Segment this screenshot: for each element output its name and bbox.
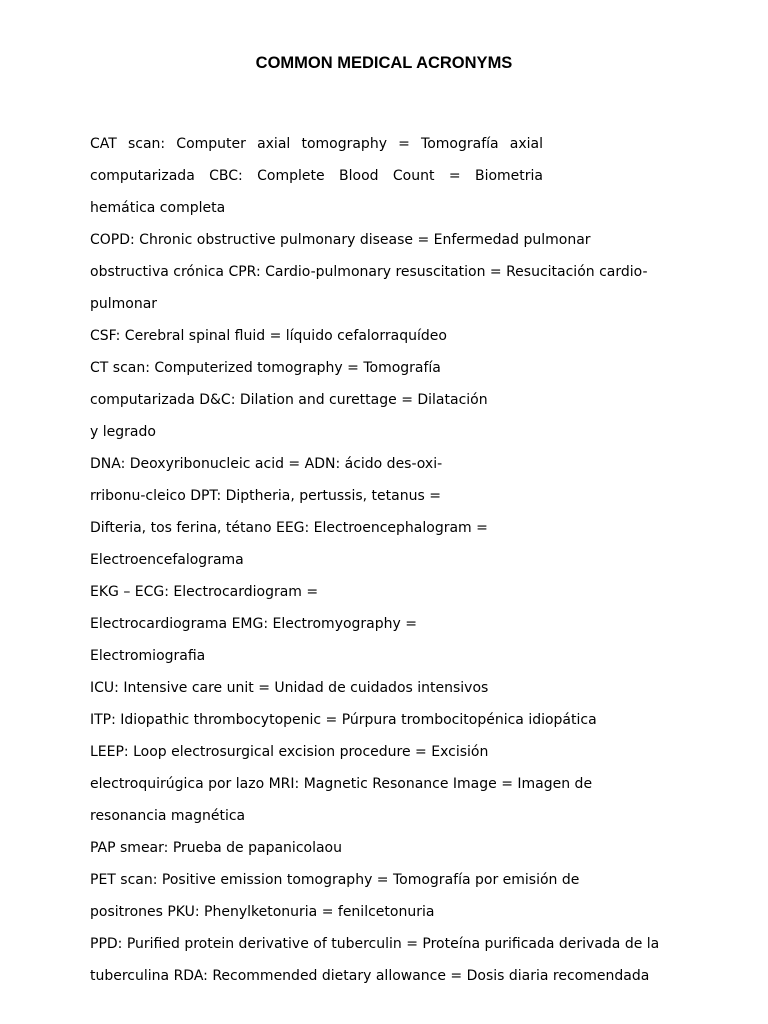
acronym-list (90, 128, 690, 992)
text-line: COPD: Chronic obstructive pulmonary disease = Enfermedad pulmonar (90, 232, 591, 248)
text-line: DNA: Deoxyribonucleic acid = ADN: ácido des-oxi- (90, 456, 443, 472)
text-line: positrones PKU: Phenylketonuria = fenilcetonuria (90, 904, 435, 920)
text-line: CSF: Cerebral spinal fluid = líquido cefalorraquídeo (90, 328, 447, 344)
text-line: EKG – ECG: Electrocardiogram = (90, 584, 319, 600)
text-line: electroquirúgica por lazo MRI: Magnetic Resonance Image = Imagen de (90, 776, 593, 792)
text-line: computarizada D&C: Dilation and curettage = Dilatación (90, 392, 488, 408)
text-line: obstructiva crónica CPR: Cardio-pulmonary resuscitation = Resucitación cardio- (90, 264, 648, 280)
text-line: CT scan: Computerized tomography = Tomografía (90, 360, 441, 376)
text-line: computarizada CBC: Complete Blood Count = Biometria (90, 168, 543, 184)
text-line: Electrocardiograma EMG: Electromyography = (90, 616, 417, 632)
page-title: COMMON MEDICAL ACRONYMS (255, 54, 513, 72)
text-line: LEEP: Loop electrosurgical excision procedure = Excisión (90, 744, 489, 760)
text-line: Electromiografia (90, 648, 206, 664)
text-line: Electroencefalograma (90, 552, 244, 568)
text-line: PPD: Purified protein derivative of tuberculin = Proteína purificada derivada de la (90, 936, 660, 952)
text-line: pulmonar (90, 296, 158, 312)
text-line: tuberculina RDA: Recommended dietary allowance = Dosis diaria recomendada (90, 968, 650, 984)
text-line: ICU: Intensive care unit = Unidad de cuidados intensivos (90, 680, 489, 696)
text-line: PAP smear: Prueba de papanicolaou (90, 840, 342, 856)
text-line: ITP: Idiopathic thrombocytopenic = Púrpura trombocitopénica idiopática (90, 712, 597, 728)
text-line: PET scan: Positive emission tomography = Tomografía por emisión de (90, 872, 580, 888)
text-line: hemática completa (90, 200, 226, 216)
text-line: resonancia magnética (90, 808, 246, 824)
text-line: rribonu-cleico DPT: Diptheria, pertussis, tetanus = (90, 488, 441, 504)
text-line: y legrado (90, 424, 156, 440)
text-line: Difteria, tos ferina, tétano EEG: Electroencephalogram = (90, 520, 488, 536)
text-line: CAT scan: Computer axial tomography = Tomografía axial (90, 136, 543, 152)
